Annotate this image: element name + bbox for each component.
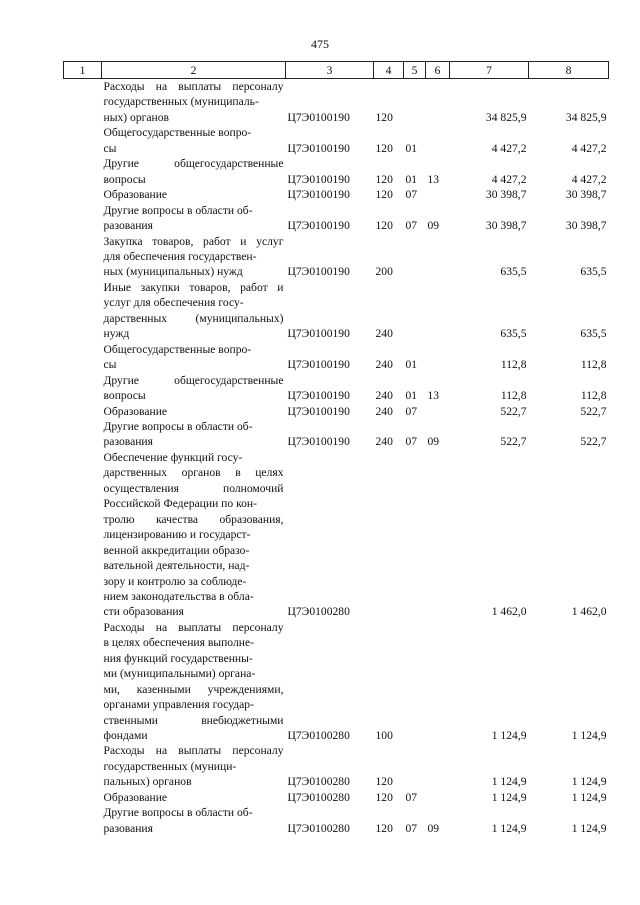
item-name-line: ных (муниципальных) нужд bbox=[103, 265, 243, 279]
item-name-line: Другие вопросы в области об- bbox=[103, 419, 253, 433]
target-article-code: Ц7Э0100190 bbox=[287, 141, 350, 155]
amount-column-7: 1 124,9 bbox=[491, 775, 527, 789]
item-name-line: Обеспечение функций госу- bbox=[103, 450, 243, 464]
item-name-line: государственных (муниципаль- bbox=[103, 95, 259, 109]
row-number-cell bbox=[64, 342, 102, 373]
expense-type-code: 120 bbox=[375, 110, 393, 124]
subsection-code bbox=[426, 79, 450, 126]
section-code bbox=[404, 620, 426, 744]
item-name-line: тролю качества образования, bbox=[103, 512, 284, 526]
table-row bbox=[64, 342, 609, 373]
item-name-cell bbox=[102, 79, 286, 126]
section-code bbox=[404, 234, 426, 280]
table-row bbox=[64, 404, 609, 419]
expense-type-code: 120 bbox=[375, 219, 393, 233]
section-code: 07 bbox=[405, 821, 418, 835]
expense-type-code: 100 bbox=[375, 729, 393, 743]
item-name-cell bbox=[102, 234, 286, 280]
subsection-code bbox=[426, 620, 450, 744]
subsection-code bbox=[426, 342, 450, 373]
item-name-line: зору и контролю за соблюде- bbox=[103, 574, 247, 588]
expense-type-code: 120 bbox=[375, 172, 393, 186]
table-body bbox=[64, 79, 609, 837]
amount-column-8: 1 124,9 bbox=[571, 821, 607, 835]
expense-type-code: 120 bbox=[375, 790, 393, 804]
amount-column-7: 1 462,0 bbox=[491, 605, 527, 619]
budget-table bbox=[63, 61, 609, 836]
amount-column-8: 30 398,7 bbox=[565, 219, 607, 233]
section-code: 01 bbox=[405, 389, 418, 403]
item-name-line: Образование bbox=[103, 404, 168, 418]
target-article-code: Ц7Э0100190 bbox=[287, 188, 350, 202]
item-name-line: для обеспечения государствен- bbox=[103, 249, 257, 263]
item-name-line: Общегосударственные вопро- bbox=[103, 126, 252, 140]
section-code: 01 bbox=[405, 358, 418, 372]
table-row bbox=[64, 805, 609, 836]
expense-type-code: 120 bbox=[375, 188, 393, 202]
row-number-cell bbox=[64, 125, 102, 156]
item-name-cell bbox=[102, 790, 286, 805]
table-header-row bbox=[64, 62, 609, 79]
row-number-cell bbox=[64, 450, 102, 620]
section-code: 01 bbox=[405, 141, 418, 155]
table-row bbox=[64, 156, 609, 187]
amount-column-7: 522,7 bbox=[500, 404, 527, 418]
item-name-cell bbox=[102, 450, 286, 620]
amount-column-8: 522,7 bbox=[580, 435, 607, 449]
item-name-cell bbox=[102, 419, 286, 450]
target-article-code: Ц7Э0100280 bbox=[287, 821, 350, 835]
table-row bbox=[64, 187, 609, 202]
amount-column-7: 30 398,7 bbox=[485, 219, 527, 233]
item-name-line: Образование bbox=[103, 188, 168, 202]
item-name-cell bbox=[102, 280, 286, 342]
item-name-line: Образование bbox=[103, 790, 168, 804]
row-number-cell bbox=[64, 373, 102, 404]
table-row bbox=[64, 280, 609, 342]
table-row bbox=[64, 743, 609, 789]
row-number-cell bbox=[64, 234, 102, 280]
item-name-line: Расходы на выплаты персоналу bbox=[103, 744, 284, 758]
subsection-code: 09 bbox=[427, 435, 440, 449]
row-number-cell bbox=[64, 404, 102, 419]
target-article-code: Ц7Э0100190 bbox=[287, 404, 350, 418]
table-row bbox=[64, 234, 609, 280]
row-number-cell bbox=[64, 743, 102, 789]
amount-column-7: 1 124,9 bbox=[491, 729, 527, 743]
amount-column-7: 1 124,9 bbox=[491, 821, 527, 835]
table-row bbox=[64, 790, 609, 805]
item-name-line: Закупка товаров, работ и услуг bbox=[103, 234, 284, 248]
row-number-cell bbox=[64, 203, 102, 234]
item-name-line: Общегосударственные вопро- bbox=[103, 342, 252, 356]
section-code: 07 bbox=[405, 404, 418, 418]
amount-column-7: 4 427,2 bbox=[491, 141, 527, 155]
item-name-line: Другие вопросы в области об- bbox=[103, 806, 253, 820]
item-name-line: нием законодательства в обла- bbox=[103, 589, 254, 603]
expense-type-code: 120 bbox=[375, 141, 393, 155]
row-number-cell bbox=[64, 620, 102, 744]
amount-column-8: 635,5 bbox=[580, 327, 607, 341]
target-article-code: Ц7Э0100190 bbox=[287, 172, 350, 186]
amount-column-8: 112,8 bbox=[580, 389, 607, 403]
expense-type-code: 240 bbox=[375, 327, 393, 341]
item-name-line: ственными внебюджетными bbox=[103, 713, 284, 727]
table-row bbox=[64, 203, 609, 234]
item-name-line: органами управления государ- bbox=[103, 698, 254, 712]
section-code: 07 bbox=[405, 790, 418, 804]
subsection-code bbox=[426, 187, 450, 202]
item-name-line: Российской Федерации по кон- bbox=[103, 497, 257, 511]
item-name-line: венной аккредитации образо- bbox=[103, 543, 250, 557]
amount-column-7: 112,8 bbox=[500, 358, 527, 372]
item-name-line: сы bbox=[103, 358, 117, 372]
item-name-line: услуг для обеспечения госу- bbox=[103, 296, 244, 310]
subsection-code: 09 bbox=[427, 219, 440, 233]
amount-column-8: 1 124,9 bbox=[571, 775, 607, 789]
table-row bbox=[64, 450, 609, 620]
row-number-cell bbox=[64, 280, 102, 342]
item-name-line: сти образования bbox=[103, 605, 184, 619]
item-name-line: лицензированию и государст- bbox=[103, 528, 251, 542]
section-code bbox=[404, 450, 426, 620]
item-name-cell bbox=[102, 156, 286, 187]
item-name-cell bbox=[102, 125, 286, 156]
amount-column-7: 34 825,9 bbox=[485, 110, 527, 124]
item-name-cell bbox=[102, 187, 286, 202]
item-name-cell bbox=[102, 620, 286, 744]
subsection-code bbox=[426, 280, 450, 342]
column-header: 8 bbox=[529, 62, 609, 79]
item-name-line: вопросы bbox=[103, 389, 146, 403]
target-article-code: Ц7Э0100190 bbox=[287, 219, 350, 233]
table-row bbox=[64, 373, 609, 404]
item-name-line: ных) органов bbox=[103, 110, 170, 124]
item-name-cell bbox=[102, 805, 286, 836]
row-number-cell bbox=[64, 790, 102, 805]
table-row bbox=[64, 125, 609, 156]
target-article-code: Ц7Э0100280 bbox=[287, 775, 350, 789]
item-name-line: в целях обеспечения выполне- bbox=[103, 636, 254, 650]
expense-type-code: 240 bbox=[375, 389, 393, 403]
item-name-line: государственных (муници- bbox=[103, 759, 237, 773]
column-header: 7 bbox=[450, 62, 529, 79]
target-article-code: Ц7Э0100190 bbox=[287, 389, 350, 403]
amount-column-7: 635,5 bbox=[500, 327, 527, 341]
column-header: 5 bbox=[404, 62, 426, 79]
target-article-code: Ц7Э0100280 bbox=[287, 790, 350, 804]
amount-column-8: 4 427,2 bbox=[571, 141, 607, 155]
item-name-line: Иные закупки товаров, работ и bbox=[103, 280, 284, 294]
amount-column-7: 635,5 bbox=[500, 265, 527, 279]
amount-column-8: 522,7 bbox=[580, 404, 607, 418]
subsection-code bbox=[426, 450, 450, 620]
target-article-code: Ц7Э0100190 bbox=[287, 435, 350, 449]
item-name-line: сы bbox=[103, 141, 117, 155]
section-code: 07 bbox=[405, 435, 418, 449]
amount-column-7: 1 124,9 bbox=[491, 790, 527, 804]
item-name-line: разования bbox=[103, 821, 153, 835]
item-name-cell bbox=[102, 743, 286, 789]
item-name-line: ния функций государственны- bbox=[103, 651, 253, 665]
target-article-code: Ц7Э0100190 bbox=[287, 110, 350, 124]
section-code bbox=[404, 280, 426, 342]
item-name-cell bbox=[102, 342, 286, 373]
expense-type-code: 120 bbox=[375, 775, 393, 789]
item-name-cell bbox=[102, 404, 286, 419]
amount-column-8: 1 124,9 bbox=[571, 790, 607, 804]
item-name-line: фондами bbox=[103, 729, 148, 743]
item-name-line: дарственных (муниципальных) bbox=[103, 311, 284, 325]
item-name-line: Расходы на выплаты персоналу bbox=[103, 620, 284, 634]
column-header: 2 bbox=[102, 62, 286, 79]
item-name-line: разования bbox=[103, 435, 153, 449]
section-code bbox=[404, 743, 426, 789]
item-name-line: осуществления полномочий bbox=[103, 481, 284, 495]
amount-column-8: 1 462,0 bbox=[571, 605, 607, 619]
row-number-cell bbox=[64, 805, 102, 836]
item-name-line: вательной деятельности, над- bbox=[103, 559, 250, 573]
expense-type-code: 240 bbox=[375, 358, 393, 372]
section-code bbox=[404, 79, 426, 126]
row-number-cell bbox=[64, 79, 102, 126]
amount-column-8: 4 427,2 bbox=[571, 172, 607, 186]
amount-column-8: 112,8 bbox=[580, 358, 607, 372]
item-name-line: пальных) органов bbox=[103, 775, 192, 789]
item-name-line: Другие общегосударственные bbox=[103, 157, 284, 171]
target-article-code: Ц7Э0100280 bbox=[287, 605, 350, 619]
amount-column-8: 635,5 bbox=[580, 265, 607, 279]
column-header: 4 bbox=[374, 62, 404, 79]
row-number-cell bbox=[64, 187, 102, 202]
amount-column-7: 112,8 bbox=[500, 389, 527, 403]
target-article-code: Ц7Э0100190 bbox=[287, 265, 350, 279]
expense-type-code: 120 bbox=[375, 821, 393, 835]
item-name-line: Расходы на выплаты персоналу bbox=[103, 80, 284, 93]
item-name-line: Другие вопросы в области об- bbox=[103, 203, 253, 217]
subsection-code bbox=[426, 790, 450, 805]
table-row bbox=[64, 419, 609, 450]
column-header: 3 bbox=[286, 62, 374, 79]
target-article-code: Ц7Э0100190 bbox=[287, 327, 350, 341]
row-number-cell bbox=[64, 156, 102, 187]
expense-type-code: 240 bbox=[375, 435, 393, 449]
item-name-line: вопросы bbox=[103, 172, 146, 186]
expense-type-code: 240 bbox=[375, 404, 393, 418]
subsection-code bbox=[426, 404, 450, 419]
table-row bbox=[64, 79, 609, 126]
item-name-line: ми (муниципальными) органа- bbox=[103, 667, 256, 681]
section-code: 01 bbox=[405, 172, 418, 186]
section-code: 07 bbox=[405, 188, 418, 202]
target-article-code: Ц7Э0100190 bbox=[287, 358, 350, 372]
item-name-cell bbox=[102, 203, 286, 234]
subsection-code bbox=[426, 125, 450, 156]
target-article-code: Ц7Э0100280 bbox=[287, 729, 350, 743]
expense-type-code bbox=[374, 450, 404, 620]
amount-column-8: 34 825,9 bbox=[565, 110, 607, 124]
item-name-line: Другие общегосударственные bbox=[103, 373, 284, 387]
row-number-cell bbox=[64, 419, 102, 450]
section-code: 07 bbox=[405, 219, 418, 233]
table-row bbox=[64, 620, 609, 744]
item-name-line: ми, казенными учреждениями, bbox=[103, 682, 284, 696]
item-name-cell bbox=[102, 373, 286, 404]
column-header: 6 bbox=[426, 62, 450, 79]
amount-column-7: 522,7 bbox=[500, 435, 527, 449]
item-name-line: разования bbox=[103, 219, 153, 233]
subsection-code: 13 bbox=[427, 172, 440, 186]
item-name-line: нужд bbox=[103, 327, 130, 341]
amount-column-8: 1 124,9 bbox=[571, 729, 607, 743]
item-name-line: дарственных органов в целях bbox=[103, 466, 284, 480]
amount-column-7: 4 427,2 bbox=[491, 172, 527, 186]
subsection-code: 13 bbox=[427, 389, 440, 403]
amount-column-8: 30 398,7 bbox=[565, 188, 607, 202]
amount-column-7: 30 398,7 bbox=[485, 188, 527, 202]
subsection-code: 09 bbox=[427, 821, 440, 835]
page-number: 475 bbox=[311, 37, 329, 51]
subsection-code bbox=[426, 743, 450, 789]
expense-type-code: 200 bbox=[375, 265, 393, 279]
column-header: 1 bbox=[64, 62, 102, 79]
subsection-code bbox=[426, 234, 450, 280]
